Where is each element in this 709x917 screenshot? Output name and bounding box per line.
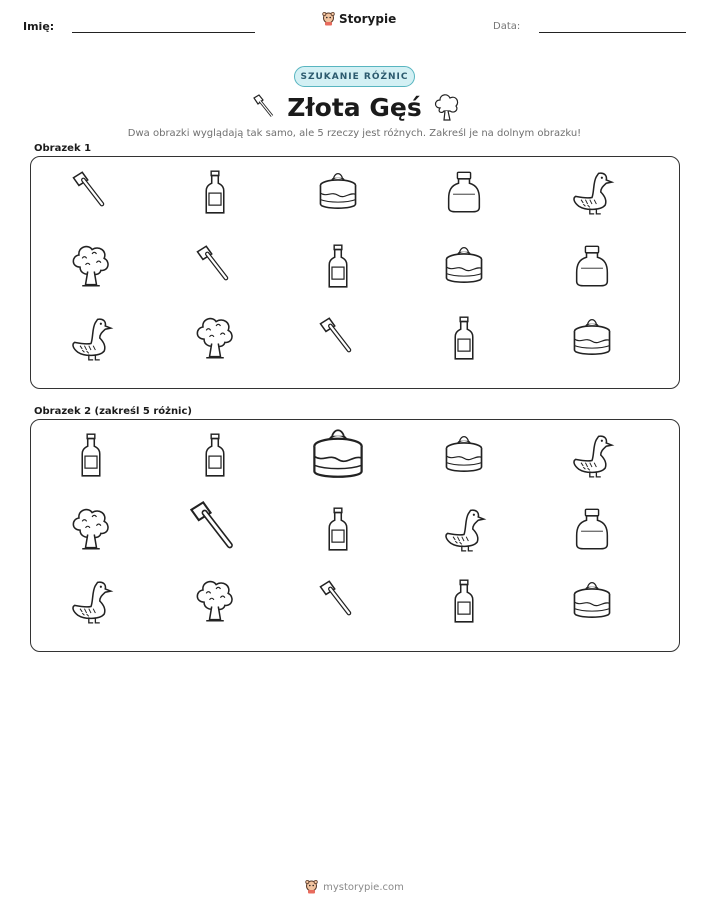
goose-icon [569, 432, 615, 478]
bottle-icon [192, 169, 238, 215]
picture-cell [315, 315, 361, 361]
picture-cell[interactable] [441, 506, 487, 552]
goose-icon [569, 169, 615, 215]
cake-icon [307, 424, 369, 486]
axe-icon [192, 243, 238, 289]
footer [0, 880, 709, 894]
flask-icon [569, 243, 615, 289]
cake-icon [569, 315, 615, 361]
cake-icon [569, 578, 615, 624]
brand-logo [322, 12, 396, 26]
tree-icon [432, 92, 462, 122]
goose-icon [68, 578, 114, 624]
picture-cell [192, 243, 238, 289]
page-title: Złota Gęś [287, 93, 422, 122]
axe-icon [184, 498, 246, 560]
picture-cell[interactable] [569, 578, 615, 624]
picture-cell [192, 315, 238, 361]
flask-icon [569, 506, 615, 552]
picture-cell [441, 243, 487, 289]
picture-cell [441, 315, 487, 361]
axe-icon [315, 578, 361, 624]
bottle-icon [68, 432, 114, 478]
brand-name: Storypie [339, 12, 397, 26]
cake-icon [315, 169, 361, 215]
picture-cell[interactable] [192, 578, 238, 624]
picture-panel-1 [30, 156, 680, 389]
picture-cell[interactable] [68, 432, 114, 478]
tree-icon [68, 506, 114, 552]
picture-cell [569, 315, 615, 361]
storypie-logo-icon [322, 12, 335, 26]
activity-badge: SZUKANIE RÓŻNIC [294, 66, 415, 87]
bottle-icon [315, 506, 361, 552]
date-label: Data: [493, 21, 521, 32]
picture-cell[interactable] [307, 424, 369, 486]
axe-icon [68, 169, 114, 215]
flask-icon [441, 169, 487, 215]
tree-icon [68, 243, 114, 289]
picture-cell[interactable] [441, 578, 487, 624]
storypie-logo-icon [305, 880, 318, 894]
instructions-text: Dwa obrazki wyglądają tak samo, ale 5 rzeczy jest różnych. Zakreśl je na dolnym obrazku! [127, 128, 582, 139]
picture-cell [441, 169, 487, 215]
picture-cell[interactable] [315, 506, 361, 552]
picture-cell[interactable] [68, 578, 114, 624]
footer-url: mystorypie.com [323, 881, 404, 893]
axe-icon [315, 315, 361, 361]
panel1-label: Obrazek 1 [34, 143, 92, 154]
worksheet-header [0, 0, 709, 50]
tree-icon [192, 578, 238, 624]
bottle-icon [315, 243, 361, 289]
picture-cell[interactable] [68, 506, 114, 552]
goose-icon [441, 506, 487, 552]
panel2-label: Obrazek 2 (zakreśl 5 różnic) [34, 406, 192, 417]
picture-cell[interactable] [569, 506, 615, 552]
picture-cell [68, 169, 114, 215]
picture-cell [68, 315, 114, 361]
goose-icon [68, 315, 114, 361]
cake-icon [441, 243, 487, 289]
picture-cell[interactable] [569, 432, 615, 478]
name-input-line[interactable] [72, 32, 255, 33]
picture-cell[interactable] [192, 432, 238, 478]
picture-cell [569, 169, 615, 215]
picture-cell[interactable] [441, 432, 487, 478]
picture-cell[interactable] [315, 578, 361, 624]
tree-icon [192, 315, 238, 361]
picture-cell [68, 243, 114, 289]
picture-cell[interactable] [184, 498, 246, 560]
picture-cell [569, 243, 615, 289]
picture-cell [315, 169, 361, 215]
date-input-line[interactable] [539, 32, 686, 33]
bottle-icon [441, 578, 487, 624]
picture-panel-2[interactable] [30, 419, 680, 652]
bottle-icon [441, 315, 487, 361]
bottle-icon [192, 432, 238, 478]
cake-icon [441, 432, 487, 478]
picture-cell [315, 243, 361, 289]
picture-cell [192, 169, 238, 215]
name-label: Imię: [23, 20, 55, 33]
